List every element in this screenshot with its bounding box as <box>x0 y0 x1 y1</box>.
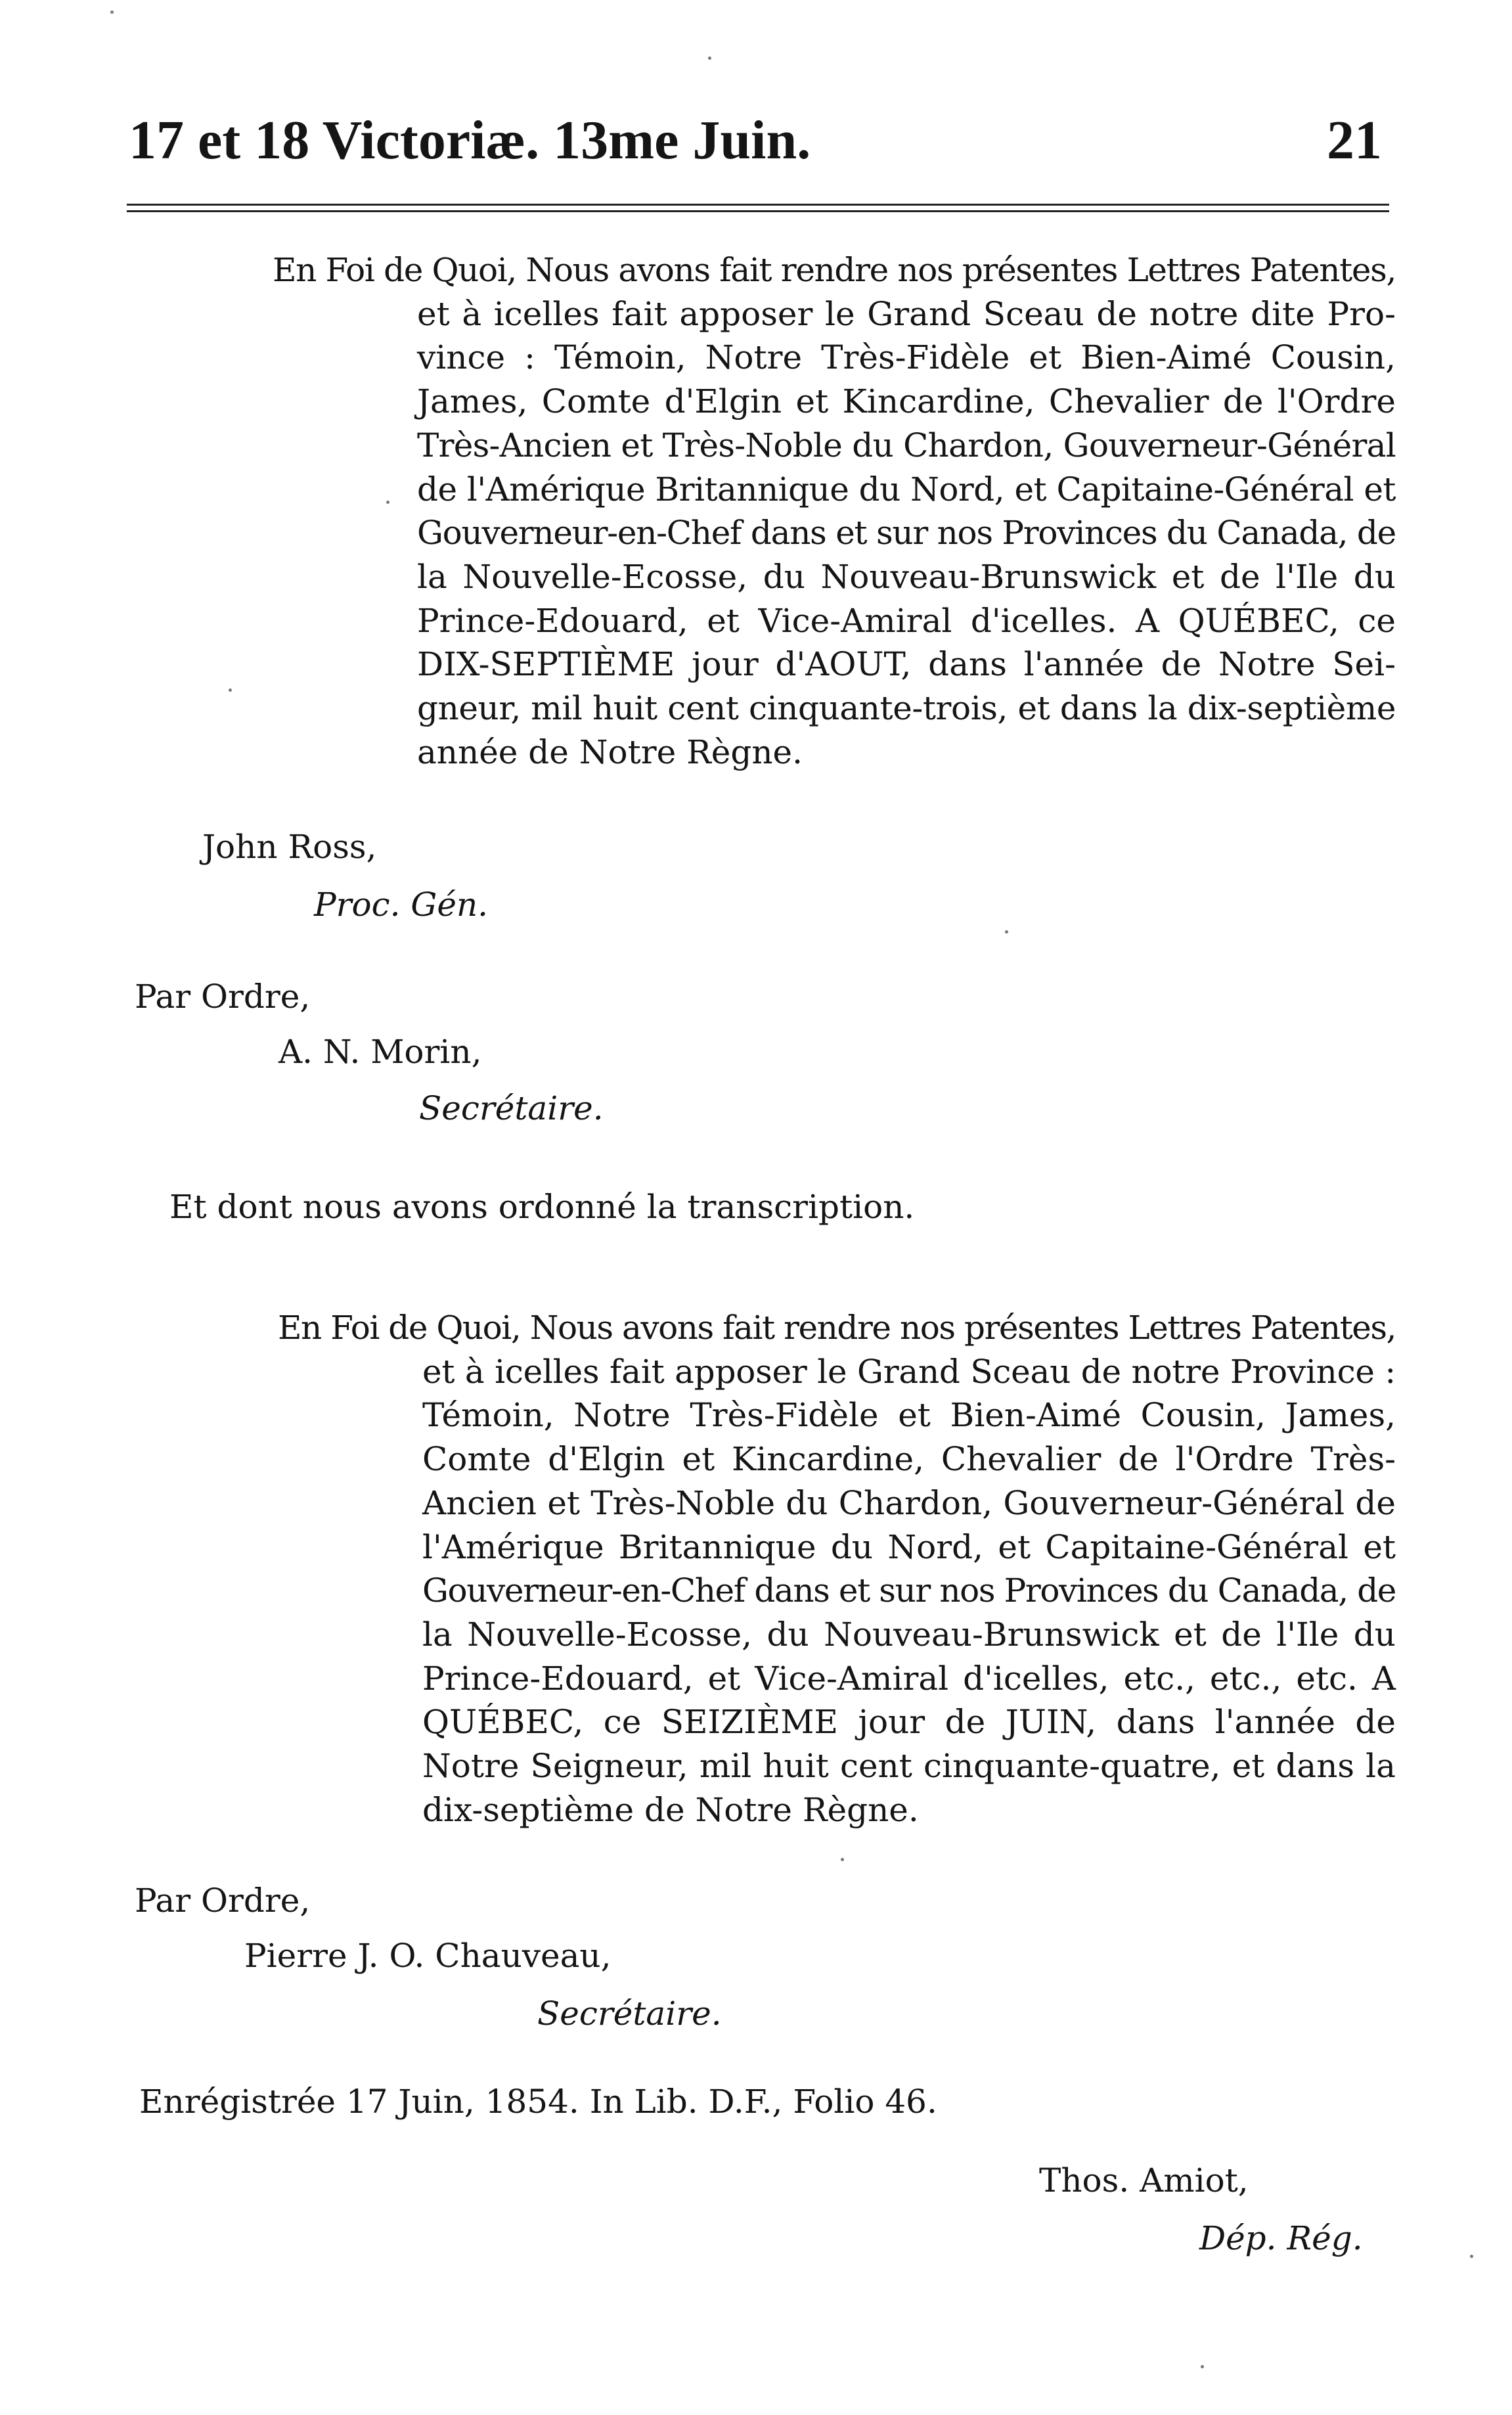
paragraph-line: Notre Seigneur, mil huit cent cinquante-quatre, et dans la <box>422 1747 1396 1785</box>
secretary-title-2-text: Secrétaire. <box>537 1995 722 2033</box>
paragraph-line: gneur, mil huit cent cinquante-trois, et dans la dix-septième <box>417 689 1396 727</box>
paragraph-line: l'Amérique Britannique du Nord, et Capitaine-Général et <box>422 1527 1396 1566</box>
print-speck <box>386 501 389 504</box>
paragraph-line: Prince-Edouard, et Vice-Amiral d'icelles. A QUÉBEC, ce <box>417 601 1396 640</box>
paragraph-line: la Nouvelle-Ecosse, du Nouveau-Brunswick et de l'Ile du <box>417 557 1396 596</box>
paragraph-line: DIX-SEPTIÈME jour d'AOUT, dans l'année de Notre Sei- <box>417 645 1396 684</box>
paragraph-line: QUÉBEC, ce SEIZIÈME jour de JUIN, dans l'année de <box>422 1703 1396 1742</box>
paragraph-line: année de Notre Règne. <box>417 733 803 771</box>
secretary-title-text: Secrétaire. <box>419 1089 604 1127</box>
transcription-note: Et dont nous avons ordonné la transcription. <box>169 1188 915 1226</box>
secretary-title-2 <box>537 1995 722 2033</box>
signatory-title-text: Proc. Gén. <box>314 886 489 924</box>
par-ordre-label: Par Ordre, <box>135 978 311 1016</box>
signatory-title <box>314 886 489 924</box>
header-rule-bottom <box>127 210 1389 212</box>
paragraph-line: et à icelles fait apposer le Grand Sceau de notre Province : <box>422 1352 1396 1391</box>
paragraph-line: Très-Ancien et Très-Noble du Chardon, Gouverneur-Général <box>417 426 1396 464</box>
running-head-title: 17 et 18 Victoriæ. 13me Juin. <box>129 110 811 171</box>
registration-note: Enrégistrée 17 Juin, 1854. In Lib. D.F., Folio 46. <box>139 2083 937 2121</box>
paragraph-line: Prince-Edouard, et Vice-Amiral d'icelles, etc., etc., etc. A <box>422 1659 1396 1698</box>
paragraph-line: et à icelles fait apposer le Grand Sceau de notre dite Pro- <box>417 294 1396 333</box>
registrar-title <box>1199 2219 1363 2257</box>
secretary-title <box>419 1089 604 1127</box>
paragraph-line: dix-septième de Notre Règne. <box>422 1790 919 1829</box>
paragraph-line: la Nouvelle-Ecosse, du Nouveau-Brunswick et de l'Ile du <box>422 1615 1396 1654</box>
paragraph-line: Témoin, Notre Très-Fidèle et Bien-Aimé Cousin, James, <box>422 1396 1396 1435</box>
print-speck <box>1005 930 1008 934</box>
paragraph-line: Comte d'Elgin et Kincardine, Chevalier de l'Ordre Très- <box>422 1440 1396 1479</box>
paragraph-line: Gouverneur-en-Chef dans et sur nos Provinces du Canada, de <box>422 1571 1396 1610</box>
registrar-name: Thos. Amiot, <box>1039 2161 1249 2200</box>
paragraph-line: Gouverneur-en-Chef dans et sur nos Provinces du Canada, de <box>417 514 1396 553</box>
paragraph-line: En Foi de Quoi, Nous avons fait rendre nos présentes Lettres Patentes, <box>278 1309 1396 1347</box>
print-speck <box>1470 2255 1473 2258</box>
secretary-name: A. N. Morin, <box>278 1033 482 1071</box>
paragraph-line: James, Comte d'Elgin et Kincardine, Chevalier de l'Ordre <box>417 382 1396 421</box>
paragraph-line: de l'Amérique Britannique du Nord, et Capitaine-Général et <box>417 470 1396 508</box>
print-speck <box>229 688 232 692</box>
signatory-name: John Ross, <box>202 828 377 866</box>
print-speck <box>110 11 114 14</box>
secretary-name-2: Pierre J. O. Chauveau, <box>244 1937 611 1975</box>
paragraph-line: vince : Témoin, Notre Très-Fidèle et Bien-Aimé Cousin, <box>417 338 1396 377</box>
paragraph-line: En Foi de Quoi, Nous avons fait rendre nos présentes Lettres Patentes, <box>273 251 1396 289</box>
print-speck <box>1201 2365 1204 2368</box>
registrar-title-text: Dép. Rég. <box>1199 2219 1363 2257</box>
print-speck <box>708 56 711 60</box>
par-ordre-label-2: Par Ordre, <box>135 1882 311 1920</box>
header-rule-top <box>127 204 1389 206</box>
print-speck <box>841 1858 844 1861</box>
page-number: 21 <box>1327 110 1382 171</box>
paragraph-line: Ancien et Très-Noble du Chardon, Gouverneur-Général de <box>422 1483 1396 1522</box>
